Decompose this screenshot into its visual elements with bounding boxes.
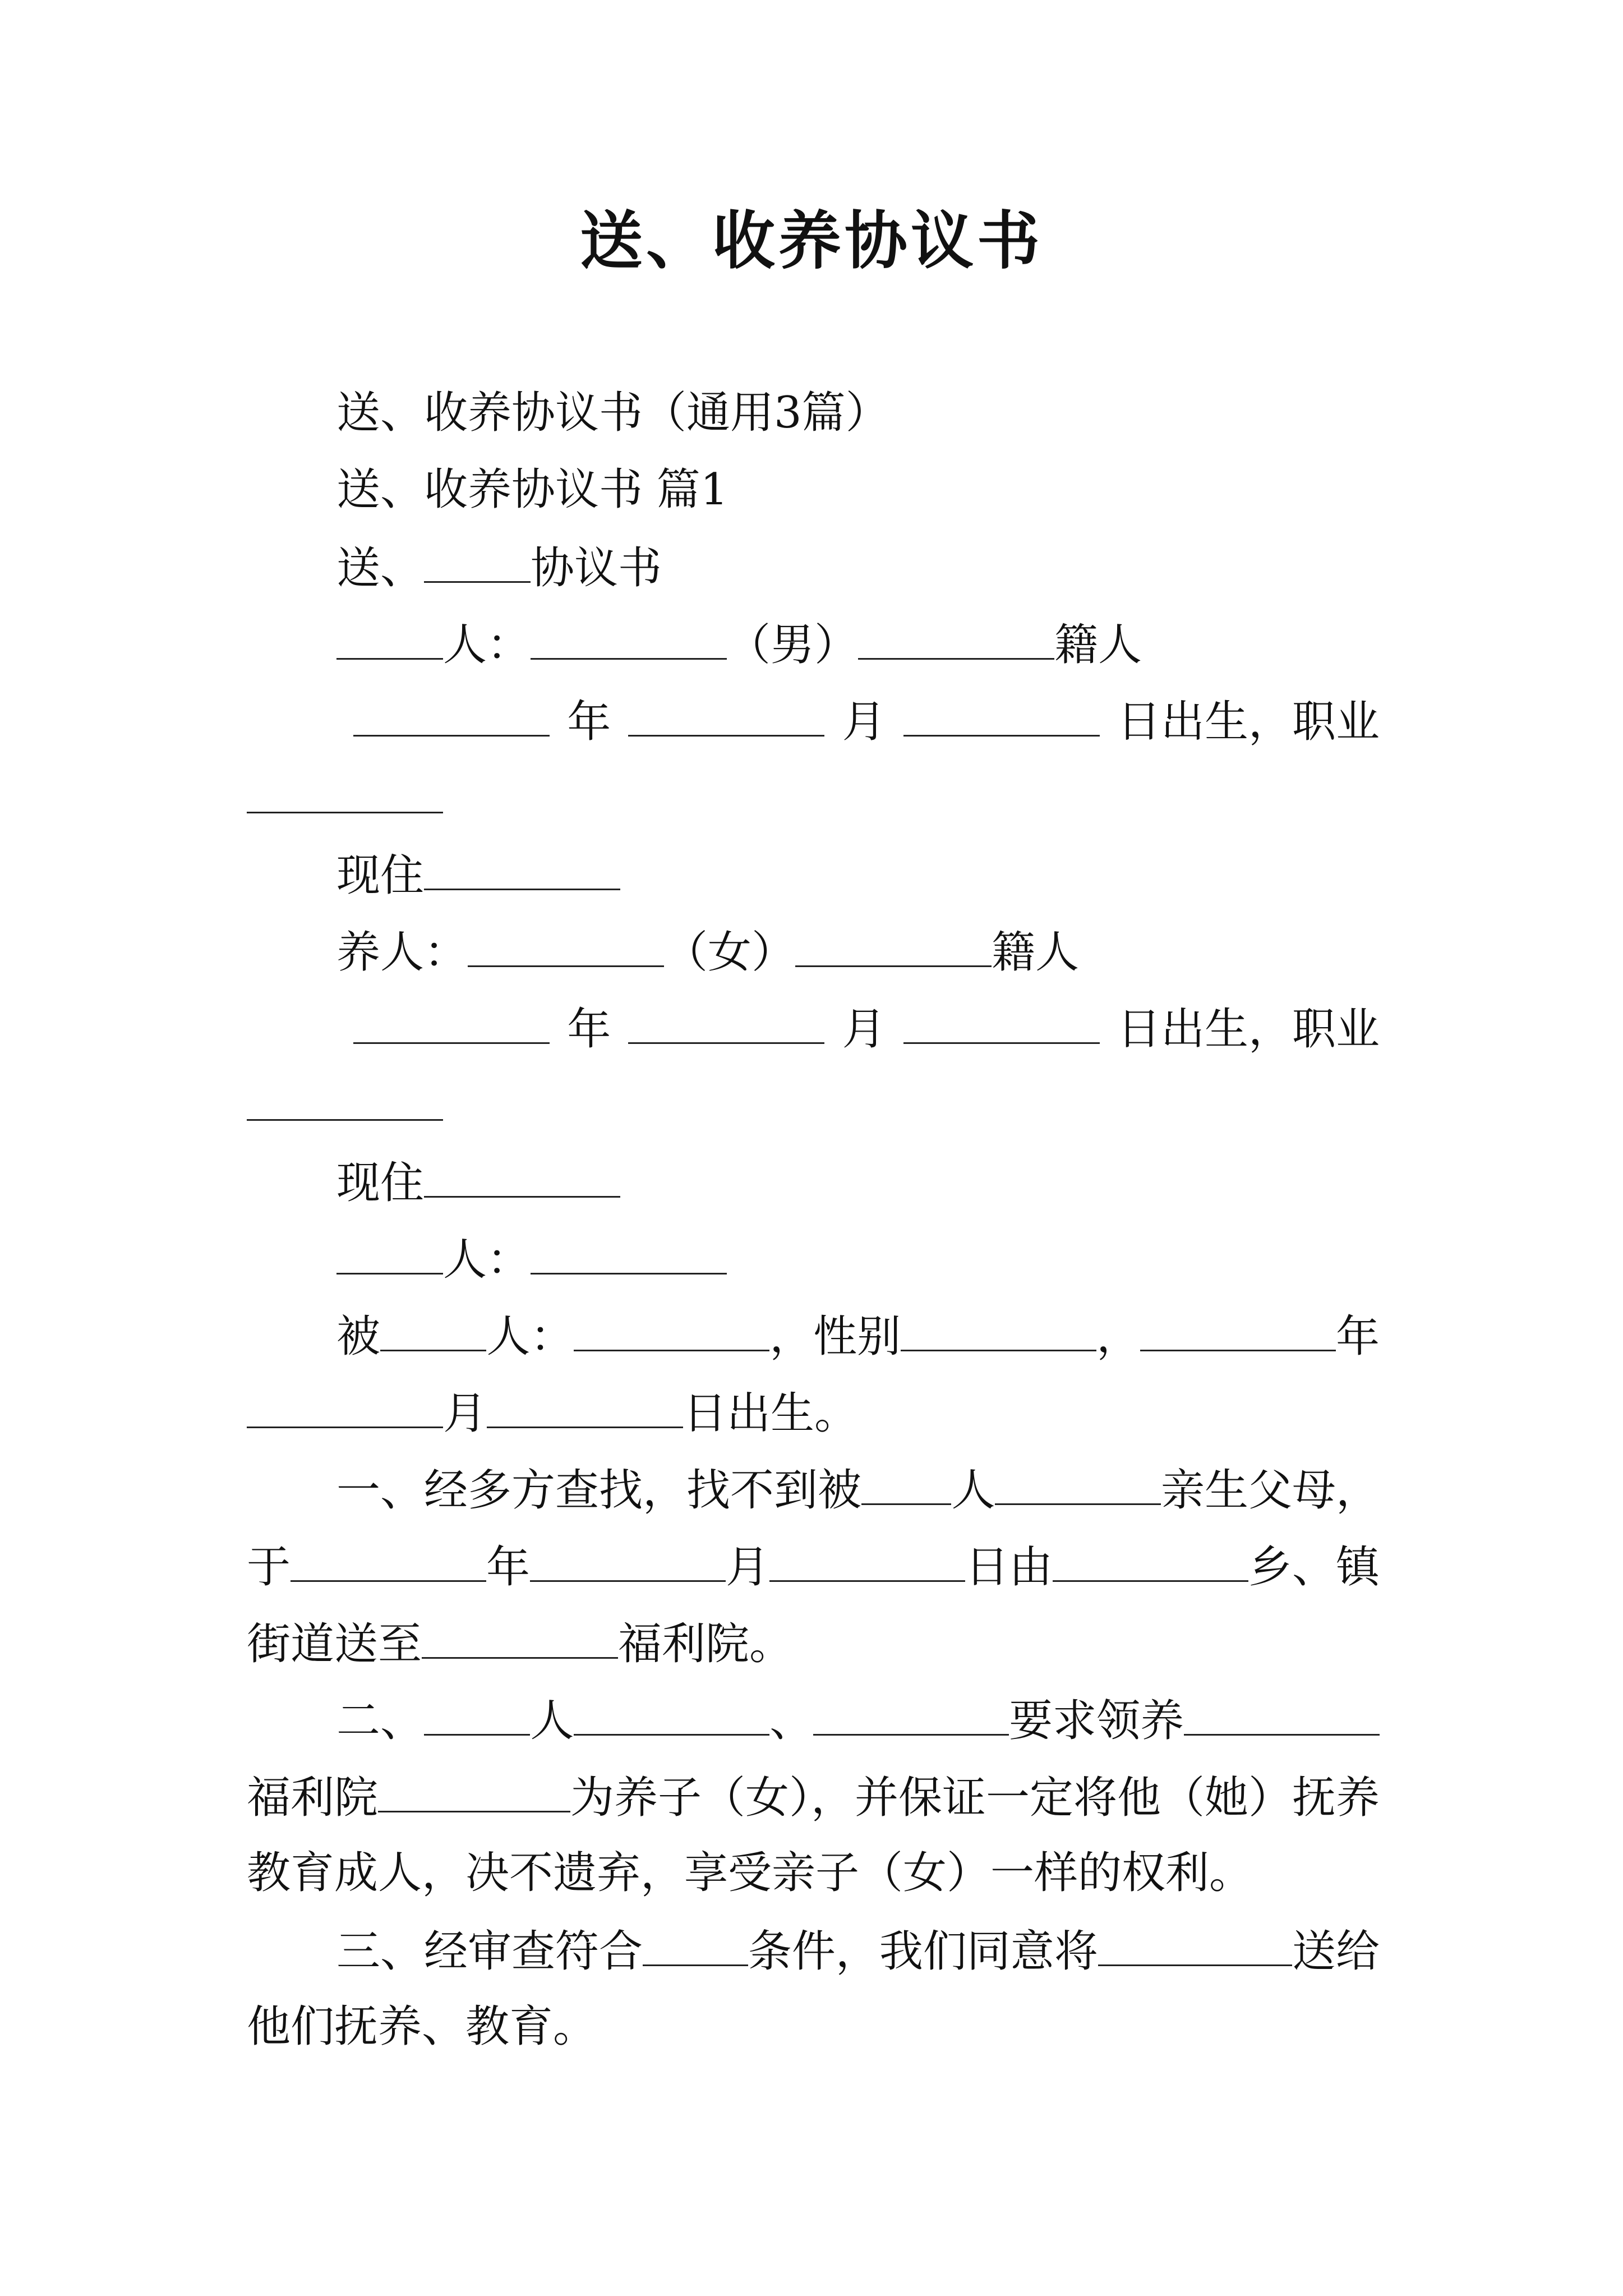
blank — [424, 1691, 530, 1736]
line-clause-2b — [247, 1768, 1380, 1826]
blank — [628, 1000, 824, 1044]
blank — [530, 1538, 726, 1582]
blank — [858, 615, 1054, 660]
text: 养人： — [336, 927, 468, 978]
text: 月 — [443, 1388, 487, 1439]
text: 他们抚养、教育。 — [247, 2001, 597, 2052]
line-subtitle — [247, 385, 1380, 441]
blank — [628, 692, 824, 737]
line-occupation-male — [247, 769, 1380, 827]
text: 协议书 — [531, 543, 662, 593]
text: 现住 — [336, 1158, 425, 1208]
text: 送、 — [336, 543, 425, 593]
text: 年 — [486, 1542, 531, 1593]
text: 于 — [247, 1542, 291, 1593]
blank — [901, 1307, 1096, 1351]
blank — [861, 1461, 951, 1505]
blank — [336, 1230, 443, 1274]
blank — [247, 1076, 443, 1121]
line-chapter-heading — [247, 462, 1380, 518]
line-clause-2a — [247, 1691, 1380, 1749]
text: 现住 — [336, 850, 425, 901]
text: 年 — [567, 1004, 611, 1055]
line-clause-3a — [247, 1922, 1380, 1980]
text: 年 — [1335, 1312, 1380, 1362]
blank — [574, 1307, 769, 1351]
blank — [468, 923, 664, 967]
blank — [903, 692, 1100, 737]
text: 教育成人，决不遗弃，享受亲子（女）一样的权利。 — [247, 1848, 1253, 1898]
text: 送给 — [1292, 1926, 1380, 1977]
text: 人： — [486, 1312, 574, 1362]
blank — [643, 1922, 748, 1966]
line-birth-female — [247, 1000, 1380, 1057]
blank — [424, 846, 620, 890]
line-clause-1b — [247, 1538, 1380, 1595]
blank — [813, 1691, 1009, 1736]
text: 人： — [443, 1235, 531, 1285]
blank — [247, 769, 443, 813]
blank — [247, 1384, 443, 1428]
line-party-female — [247, 923, 1380, 981]
blank — [424, 539, 531, 583]
blank — [531, 615, 727, 660]
text: （男） — [727, 620, 859, 670]
blank — [336, 615, 443, 660]
line-clause-1c — [247, 1614, 1380, 1672]
text: 年 — [567, 697, 611, 747]
blank — [531, 1230, 727, 1274]
text: ，性别 — [769, 1312, 901, 1362]
line-party-third — [247, 1230, 1380, 1288]
line-clause-1a — [247, 1461, 1380, 1519]
line-party-male — [247, 615, 1380, 673]
text: 人： — [443, 620, 531, 670]
text: 、 — [769, 1696, 814, 1746]
text: 为养子（女），并保证一定将他（她）抚养 — [570, 1773, 1380, 1823]
blank — [353, 1000, 550, 1044]
blank — [424, 1153, 620, 1198]
text: 亲生父母， — [1160, 1465, 1380, 1516]
text: ， — [1096, 1312, 1141, 1362]
text: 日由 — [965, 1542, 1053, 1593]
text: （女） — [664, 927, 796, 978]
blank — [422, 1614, 618, 1659]
line-clause-2c — [247, 1845, 1380, 1901]
line-clause-3b — [247, 1999, 1380, 2055]
text: 月 — [842, 697, 886, 747]
text: 月 — [726, 1542, 770, 1593]
text: 日出生。 — [683, 1388, 859, 1439]
line-occupation-female — [247, 1076, 1380, 1134]
text: 二、 — [336, 1696, 425, 1746]
text: 人 — [951, 1465, 995, 1516]
subtitle-text: 送、收养协议书（通用3篇） — [336, 388, 889, 438]
text: 日出生，职业 — [1117, 697, 1380, 747]
blank — [1140, 1307, 1336, 1351]
text: 籍人 — [992, 927, 1080, 978]
blank — [995, 1461, 1161, 1505]
text: 籍人 — [1054, 620, 1142, 670]
line-residence-female — [247, 1153, 1380, 1211]
text: 人 — [530, 1696, 574, 1746]
blank — [378, 1768, 570, 1812]
line-birth-male — [247, 692, 1380, 750]
text: 月 — [842, 1004, 886, 1055]
blank — [769, 1538, 965, 1582]
blank — [487, 1384, 683, 1428]
blank — [574, 1691, 769, 1736]
line-agreement-name — [247, 539, 1380, 596]
text: 被 — [336, 1312, 381, 1362]
blank — [903, 1000, 1100, 1044]
blank — [380, 1307, 486, 1351]
blank — [1053, 1538, 1248, 1582]
chapter-heading: 送、收养协议书 篇1 — [336, 464, 728, 515]
blank — [1098, 1922, 1292, 1966]
text: 乡、镇 — [1248, 1542, 1380, 1593]
text: 福利院。 — [618, 1619, 794, 1669]
document-title: 送、收养协议书 — [580, 204, 1043, 278]
text: 条件，我们同意将 — [748, 1926, 1098, 1977]
text: 街道送至 — [247, 1619, 422, 1669]
line-adoptee-birth — [247, 1384, 1380, 1442]
blank — [353, 692, 550, 737]
line-residence-male — [247, 846, 1380, 904]
text: 三、经审查符合 — [336, 1926, 643, 1977]
blank — [795, 923, 992, 967]
text: 一、经多方查找，找不到被 — [336, 1465, 862, 1516]
text: 福利院 — [247, 1773, 379, 1823]
blank — [291, 1538, 486, 1582]
text: 日出生，职业 — [1117, 1004, 1380, 1055]
text: 要求领养 — [1009, 1696, 1184, 1746]
blank — [1184, 1691, 1380, 1736]
line-adoptee — [247, 1307, 1380, 1365]
